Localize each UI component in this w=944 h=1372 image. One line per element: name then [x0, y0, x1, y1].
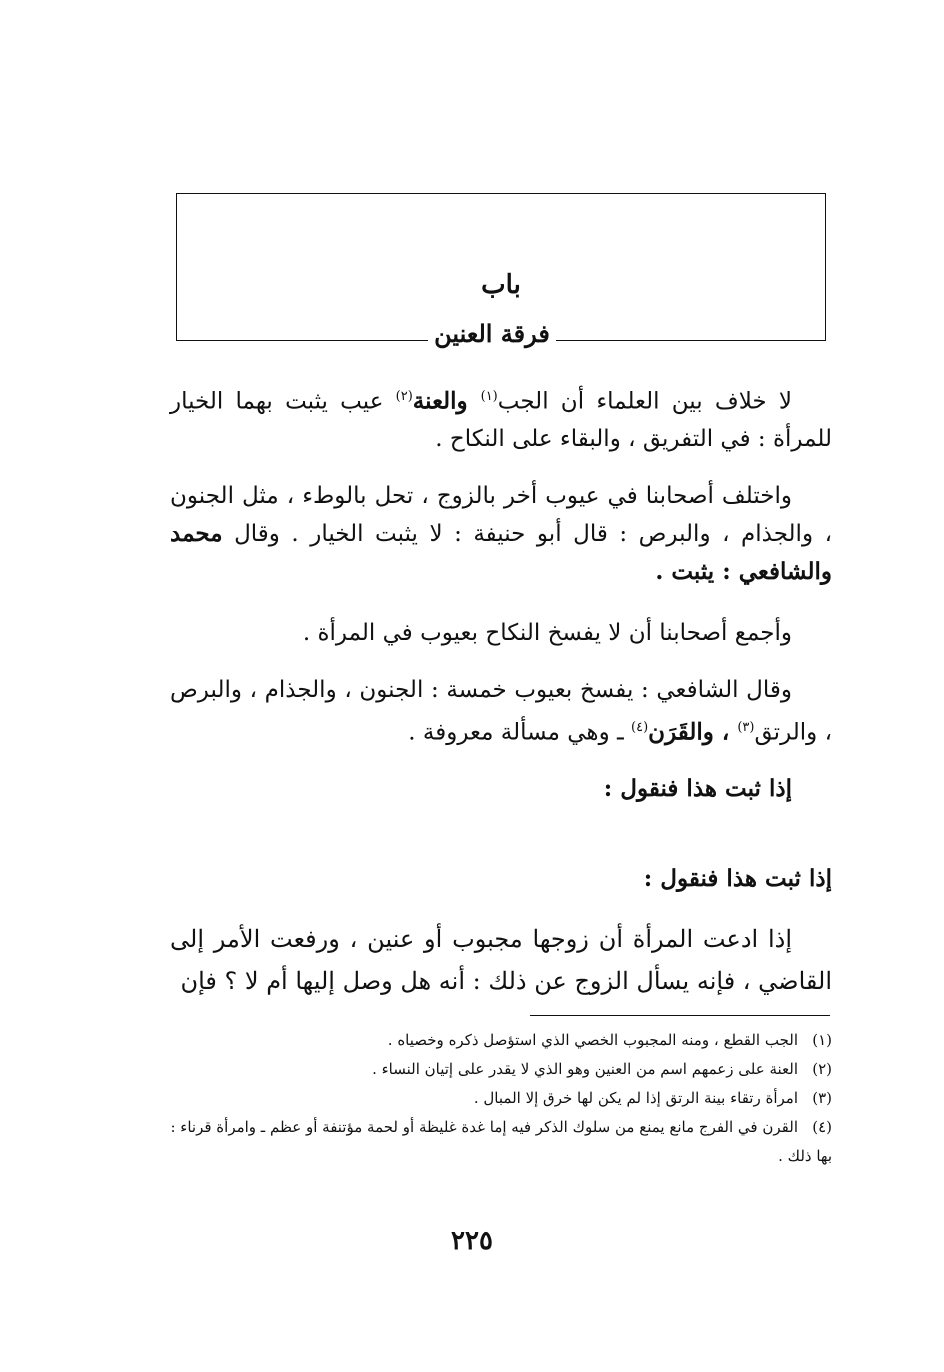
- footnote-number: (٢): [812, 1060, 832, 1078]
- p4-text-a: وقال الشافعي : يفسخ بعيوب خمسة : الجنون ، والجذام ، والبرص ، والرتق: [170, 677, 832, 746]
- paragraph-4: [170, 672, 832, 752]
- paragraph-2: [170, 478, 832, 591]
- p3-text: وأجمع أصحابنا أن لا يفسخ النكاح بعيوب في المرأة .: [302, 620, 792, 646]
- footnote-item: [170, 1113, 832, 1171]
- footnote-ref-3: (٣): [737, 720, 755, 735]
- paragraph-3: [170, 615, 832, 652]
- footnote-item: [170, 1084, 832, 1113]
- footnotes: [170, 1026, 832, 1171]
- footnote-text: الجب القطع ، ومنه المجبوب الخصي الذي استؤصل ذكره وخصياه .: [387, 1031, 798, 1049]
- footnote-separator: [530, 1015, 830, 1016]
- title-rule-left: [176, 340, 428, 341]
- footnote-item: [170, 1026, 832, 1055]
- page-number: ٢٢٥: [451, 1226, 493, 1256]
- paragraph-6: [170, 860, 832, 897]
- p4-text-c: ـ وهي مسألة معروفة .: [408, 719, 632, 746]
- p1-text-c: عيب يثبت بهما الخيار للمرأة : في التفريق ، والبقاء على النكاح .: [170, 388, 832, 452]
- footnote-ref-2: (٢): [395, 389, 413, 404]
- footnote-text: العنة على زعمهم اسم من العنين وهو الذي لا يقدر على إتيان النساء .: [372, 1060, 798, 1078]
- p6-text: إذا ثبت هذا فنقول :: [643, 865, 832, 892]
- footnote-ref-1: (١): [480, 389, 498, 404]
- chapter-title: فرقة العنين: [434, 319, 550, 348]
- p5-text: إذا ثبت هذا فنقول :: [603, 775, 792, 802]
- footnote-number: (٣): [812, 1089, 832, 1107]
- p2-text: واختلف أصحابنا في عيوب أخر بالزوج ، تحل بالوطء ، مثل الجنون ، والجذام ، والبرص : قال أبو حنيفة : لا يثبت الخيار . وقال: [170, 483, 832, 547]
- footnote-item: [170, 1055, 832, 1084]
- footnote-ref-4: (٤): [631, 720, 649, 735]
- p1-text-b: والعنة: [412, 387, 481, 415]
- footnote-number: (٤): [812, 1118, 832, 1136]
- paragraph-5: [170, 770, 832, 807]
- footnote-text: امرأة رتقاء بينة الرتق إذا لم يكن لها خرق إلا المبال .: [473, 1089, 798, 1107]
- paragraph-7: [170, 918, 832, 1002]
- p4-text-b: ، والقَرَن: [648, 718, 738, 746]
- footnote-number: (١): [812, 1031, 832, 1049]
- p7-text: إذا ادعت المرأة أن زوجها مجبوب أو عنين ، ورفعت الأمر إلى القاضي ، فإنه يسأل الزوج عن ذلك : أنه هل وصل إليها أم لا ؟ فإن: [170, 925, 832, 995]
- chapter-heading: باب: [481, 270, 521, 300]
- title-rule-right: [556, 340, 826, 341]
- p2-bold-text: محمد والشافعي : يثبت .: [170, 520, 832, 585]
- p1-text-a: لا خلاف بين العلماء أن الجب: [497, 388, 792, 415]
- paragraph-1: [170, 378, 832, 458]
- footnote-text: القرن في الفرج مانع يمنع من سلوك الذكر فيه إما غدة غليظة أو لحمة مؤتنفة أو عظم ـ وامرأة قرناء : بها ذلك .: [170, 1118, 832, 1165]
